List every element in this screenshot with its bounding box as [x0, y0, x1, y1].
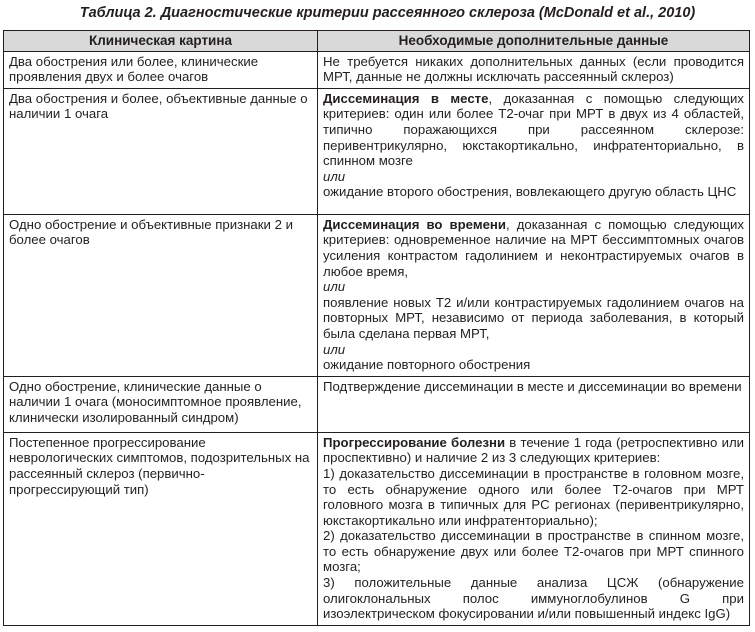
clinical-cell: Два обострения и более, объективные данные о наличии 1 очага — [4, 88, 318, 214]
required-text: в течение 1 года (ретроспективно или проспективно) и наличие 2 из 3 следующих критериев: — [323, 434, 745, 466]
required-text: Подтверждение диссеминации в месте и диссеминации во времени — [323, 378, 742, 394]
required-cell — [318, 432, 750, 625]
table-header-row — [4, 31, 750, 52]
or-separator: или — [323, 279, 346, 295]
required-cell — [318, 51, 750, 88]
required-text-alt: появление новых T2 и/или контрастируемых гадолинием очагов на повторных МРТ, независимо от периода заболевания, в который была сделана первая МРТ, — [323, 294, 744, 341]
required-bold-term: Диссеминация во времени — [323, 216, 506, 232]
header-clinical-picture: Клиническая картина — [4, 31, 318, 52]
table-row — [4, 432, 750, 625]
required-text: , доказанная с помощью следующих критериев: один или более T2-очаг при МРТ в двух из 4 областей, типично поражающихся при рассеянном склерозе: перивентрикулярно, юкстакортикально, инфратенториально, в спинном мозге — [323, 90, 744, 169]
clinical-cell: Два обострения или более, клинические проявления двух и более очагов — [4, 51, 318, 88]
required-bold-term: Диссеминация в месте — [323, 90, 489, 106]
required-cell — [318, 376, 750, 432]
criterion-item: 2) доказательство диссеминации в пространстве в спинном мозге, то есть обнаружение двух или более T2-очагов при МРТ спинного мозга; — [323, 528, 744, 575]
criteria-table — [3, 30, 750, 626]
or-separator: или — [323, 168, 346, 184]
clinical-cell: Постепенное прогрессирование неврологических симптомов, подозрительных на рассеянный склероз (первично-прогрессирующий тип) — [4, 432, 318, 625]
required-text-alt: ожидание повторного обострения — [323, 357, 531, 373]
required-text: Не требуется никаких дополнительных данных (если проводится МРТ, данные не должны исключать рассеянный склероз) — [323, 53, 744, 85]
required-cell — [318, 214, 750, 376]
header-required-data: Необходимые дополнительные данные — [318, 31, 750, 52]
clinical-cell: Одно обострение и объективные признаки 2 и более очагов — [4, 214, 318, 376]
required-cell — [318, 88, 750, 214]
criterion-item: 3) положительные данные анализа ЦСЖ (обнаружение олигоклональных полос иммуноглобулинов G при изоэлектрическом фокусировании и/или повышенный индекс IgG) — [323, 575, 744, 622]
required-text-alt: ожидание второго обострения, вовлекающего другую область ЦНС — [323, 184, 737, 200]
table-caption: Таблица 2. Диагностические критерии рассеянного склероза (McDonald et al., 2010) — [79, 5, 696, 21]
clinical-cell: Одно обострение, клинические данные о наличии 1 очага (моносимптомное проявление, клинически изолированный синдром) — [4, 376, 318, 432]
required-bold-term: Прогрессирование болезни — [323, 434, 506, 450]
table-row — [4, 214, 750, 376]
table-row — [4, 51, 750, 88]
required-text: , доказанная с помощью следующих критериев: одновременное наличие на МРТ бессимптомных очагов усиления контрастом гадолинием и неконтрастируемых очагов в любое время, — [323, 216, 745, 279]
table-row — [4, 376, 750, 432]
table-row — [4, 88, 750, 214]
or-separator: или — [323, 341, 346, 357]
criterion-item: 1) доказательство диссеминации в пространстве в головном мозге, то есть обнаружение одного или более T2-очагов при МРТ головного мозга в типичных для РС регионах (перивентрикулярно, юкстакортикально или инфратенториально); — [323, 465, 744, 528]
